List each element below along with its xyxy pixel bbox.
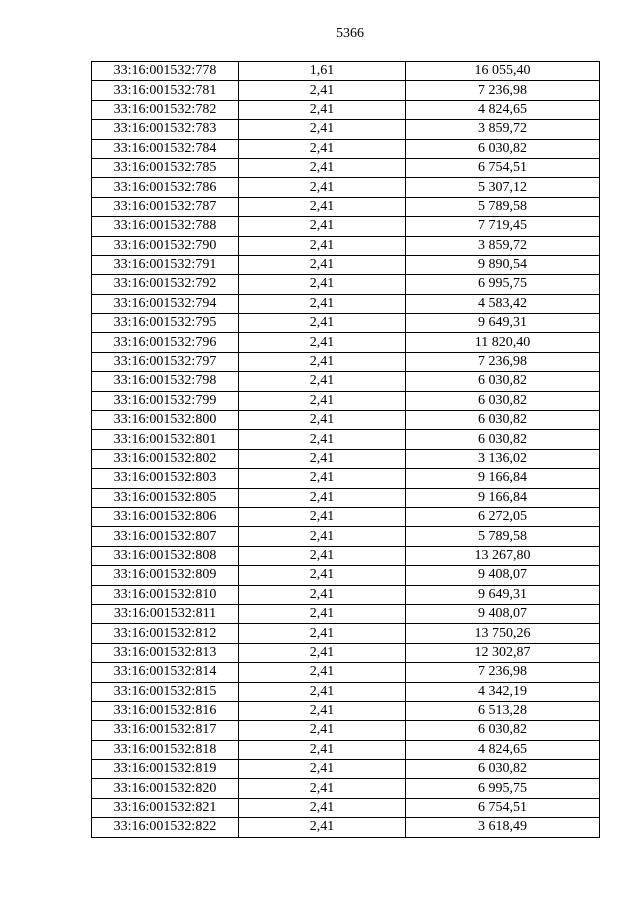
value-cell: 9 166,84 [406, 469, 600, 488]
cadastral-number-cell: 33:16:001532:792 [92, 275, 239, 294]
cadastral-number-cell: 33:16:001532:808 [92, 546, 239, 565]
cadastral-number-cell: 33:16:001532:786 [92, 178, 239, 197]
area-cell: 2,41 [239, 217, 406, 236]
value-cell: 12 302,87 [406, 643, 600, 662]
area-cell: 2,41 [239, 294, 406, 313]
cadastral-number-cell: 33:16:001532:806 [92, 507, 239, 526]
value-cell: 5 307,12 [406, 178, 600, 197]
cadastral-number-cell: 33:16:001532:795 [92, 314, 239, 333]
area-cell: 2,41 [239, 236, 406, 255]
cadastral-number-cell: 33:16:001532:800 [92, 411, 239, 430]
value-cell: 11 820,40 [406, 333, 600, 352]
value-cell: 9 166,84 [406, 488, 600, 507]
cadastral-number-cell: 33:16:001532:798 [92, 372, 239, 391]
value-cell: 6 030,82 [406, 721, 600, 740]
cadastral-number-cell: 33:16:001532:799 [92, 391, 239, 410]
value-cell: 3 859,72 [406, 120, 600, 139]
area-cell: 2,41 [239, 333, 406, 352]
value-cell: 7 236,98 [406, 81, 600, 100]
cadastral-number-cell: 33:16:001532:818 [92, 740, 239, 759]
table-row [92, 372, 600, 391]
cadastral-number-cell: 33:16:001532:815 [92, 682, 239, 701]
area-cell: 2,41 [239, 760, 406, 779]
area-cell: 2,41 [239, 372, 406, 391]
area-cell: 2,41 [239, 120, 406, 139]
value-cell: 6 030,82 [406, 411, 600, 430]
area-cell: 2,41 [239, 314, 406, 333]
value-cell: 3 859,72 [406, 236, 600, 255]
table-row [92, 585, 600, 604]
cadastral-number-cell: 33:16:001532:787 [92, 197, 239, 216]
cadastral-number-cell: 33:16:001532:822 [92, 818, 239, 837]
cadastral-number-cell: 33:16:001532:812 [92, 624, 239, 643]
area-cell: 2,41 [239, 488, 406, 507]
table-row [92, 100, 600, 119]
cadastral-number-cell: 33:16:001532:813 [92, 643, 239, 662]
cadastral-number-cell: 33:16:001532:811 [92, 604, 239, 623]
area-cell: 2,41 [239, 604, 406, 623]
value-cell: 5 789,58 [406, 197, 600, 216]
area-cell: 2,41 [239, 779, 406, 798]
area-cell: 2,41 [239, 663, 406, 682]
table-row [92, 527, 600, 546]
area-cell: 2,41 [239, 721, 406, 740]
table-row [92, 546, 600, 565]
value-cell: 5 789,58 [406, 527, 600, 546]
area-cell: 2,41 [239, 740, 406, 759]
area-cell: 2,41 [239, 643, 406, 662]
table-row [92, 294, 600, 313]
value-cell: 6 754,51 [406, 158, 600, 177]
cadastral-number-cell: 33:16:001532:814 [92, 663, 239, 682]
value-cell: 6 030,82 [406, 430, 600, 449]
value-cell: 6 754,51 [406, 798, 600, 817]
table-row [92, 663, 600, 682]
area-cell: 2,41 [239, 798, 406, 817]
table-row [92, 624, 600, 643]
value-cell: 6 272,05 [406, 507, 600, 526]
area-cell: 2,41 [239, 197, 406, 216]
value-cell: 16 055,40 [406, 62, 600, 81]
table-row [92, 740, 600, 759]
table-row [92, 449, 600, 468]
value-cell: 6 030,82 [406, 139, 600, 158]
table-row [92, 682, 600, 701]
value-cell: 4 824,65 [406, 740, 600, 759]
value-cell: 7 236,98 [406, 352, 600, 371]
cadastral-number-cell: 33:16:001532:807 [92, 527, 239, 546]
area-cell: 2,41 [239, 566, 406, 585]
value-cell: 9 408,07 [406, 566, 600, 585]
table-row [92, 798, 600, 817]
area-cell: 2,41 [239, 449, 406, 468]
area-cell: 2,41 [239, 100, 406, 119]
area-cell: 2,41 [239, 546, 406, 565]
table-row [92, 217, 600, 236]
cadastral-number-cell: 33:16:001532:821 [92, 798, 239, 817]
cadastral-number-cell: 33:16:001532:803 [92, 469, 239, 488]
area-cell: 2,41 [239, 701, 406, 720]
value-cell: 7 236,98 [406, 663, 600, 682]
area-cell: 2,41 [239, 527, 406, 546]
area-cell: 2,41 [239, 469, 406, 488]
value-cell: 9 649,31 [406, 585, 600, 604]
area-cell: 2,41 [239, 411, 406, 430]
area-cell: 1,61 [239, 62, 406, 81]
table-row [92, 81, 600, 100]
table-row [92, 430, 600, 449]
cadastral-number-cell: 33:16:001532:782 [92, 100, 239, 119]
area-cell: 2,41 [239, 430, 406, 449]
table-row [92, 760, 600, 779]
page-number: 5366 [336, 26, 364, 41]
table-row [92, 818, 600, 837]
area-cell: 2,41 [239, 158, 406, 177]
area-cell: 2,41 [239, 585, 406, 604]
table-row [92, 333, 600, 352]
value-cell: 6 030,82 [406, 760, 600, 779]
area-cell: 2,41 [239, 818, 406, 837]
cadastral-number-cell: 33:16:001532:791 [92, 255, 239, 274]
table-row [92, 391, 600, 410]
value-cell: 9 890,54 [406, 255, 600, 274]
value-cell: 6 995,75 [406, 779, 600, 798]
cadastral-number-cell: 33:16:001532:820 [92, 779, 239, 798]
cadastral-number-cell: 33:16:001532:781 [92, 81, 239, 100]
table-row [92, 197, 600, 216]
cadastral-number-cell: 33:16:001532:810 [92, 585, 239, 604]
table-row [92, 236, 600, 255]
cadastral-number-cell: 33:16:001532:783 [92, 120, 239, 139]
cadastral-number-cell: 33:16:001532:809 [92, 566, 239, 585]
value-cell: 6 030,82 [406, 372, 600, 391]
value-cell: 9 408,07 [406, 604, 600, 623]
area-cell: 2,41 [239, 391, 406, 410]
cadastral-number-cell: 33:16:001532:796 [92, 333, 239, 352]
area-cell: 2,41 [239, 178, 406, 197]
table-row [92, 779, 600, 798]
value-cell: 4 824,65 [406, 100, 600, 119]
cadastral-number-cell: 33:16:001532:817 [92, 721, 239, 740]
cadastral-number-cell: 33:16:001532:788 [92, 217, 239, 236]
table-row [92, 352, 600, 371]
cadastral-number-cell: 33:16:001532:797 [92, 352, 239, 371]
table-row [92, 488, 600, 507]
value-cell: 4 342,19 [406, 682, 600, 701]
table-row [92, 701, 600, 720]
area-cell: 2,41 [239, 81, 406, 100]
cadastral-number-cell: 33:16:001532:794 [92, 294, 239, 313]
cadastral-table [91, 61, 600, 838]
table-row [92, 120, 600, 139]
table-row [92, 178, 600, 197]
value-cell: 3 618,49 [406, 818, 600, 837]
table-row [92, 275, 600, 294]
table-row [92, 566, 600, 585]
area-cell: 2,41 [239, 352, 406, 371]
cadastral-number-cell: 33:16:001532:819 [92, 760, 239, 779]
cadastral-number-cell: 33:16:001532:785 [92, 158, 239, 177]
table-row [92, 643, 600, 662]
area-cell: 2,41 [239, 507, 406, 526]
value-cell: 6 995,75 [406, 275, 600, 294]
table-row [92, 721, 600, 740]
table-row [92, 62, 600, 81]
cadastral-number-cell: 33:16:001532:778 [92, 62, 239, 81]
value-cell: 13 267,80 [406, 546, 600, 565]
value-cell: 6 030,82 [406, 391, 600, 410]
cadastral-number-cell: 33:16:001532:784 [92, 139, 239, 158]
table-row [92, 314, 600, 333]
cadastral-number-cell: 33:16:001532:801 [92, 430, 239, 449]
area-cell: 2,41 [239, 255, 406, 274]
cadastral-number-cell: 33:16:001532:816 [92, 701, 239, 720]
cadastral-number-cell: 33:16:001532:805 [92, 488, 239, 507]
area-cell: 2,41 [239, 682, 406, 701]
value-cell: 13 750,26 [406, 624, 600, 643]
table-row [92, 469, 600, 488]
table-row [92, 255, 600, 274]
area-cell: 2,41 [239, 139, 406, 158]
value-cell: 7 719,45 [406, 217, 600, 236]
table-row [92, 507, 600, 526]
table-row [92, 158, 600, 177]
table-row [92, 604, 600, 623]
cadastral-number-cell: 33:16:001532:790 [92, 236, 239, 255]
table-row [92, 411, 600, 430]
table-body [92, 62, 600, 838]
area-cell: 2,41 [239, 275, 406, 294]
value-cell: 6 513,28 [406, 701, 600, 720]
value-cell: 4 583,42 [406, 294, 600, 313]
area-cell: 2,41 [239, 624, 406, 643]
table-row [92, 139, 600, 158]
value-cell: 9 649,31 [406, 314, 600, 333]
cadastral-number-cell: 33:16:001532:802 [92, 449, 239, 468]
value-cell: 3 136,02 [406, 449, 600, 468]
